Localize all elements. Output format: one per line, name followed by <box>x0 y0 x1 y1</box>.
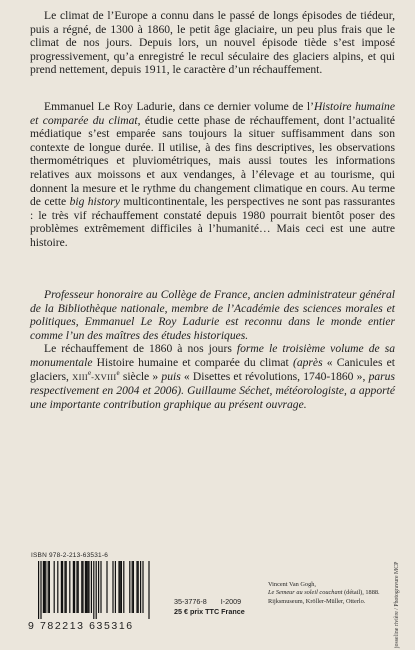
barcode-bar <box>76 561 77 613</box>
catalog-code: 35-3776-8 <box>174 597 207 606</box>
barcode-bar <box>142 561 143 613</box>
barcode-bar <box>112 561 113 613</box>
book-series-title: Histoire humaine et comparée du climat <box>30 100 395 127</box>
barcode-bar <box>73 561 74 613</box>
barcode-bar <box>54 561 55 613</box>
barcode-bar <box>140 561 141 613</box>
price: 25 € prix TTC France <box>174 607 245 616</box>
paragraph-text: Emmanuel Le Roy Ladurie, dans ce dernier volume de l’ <box>44 100 314 113</box>
cover-image-credit <box>268 581 380 606</box>
barcode-bar <box>86 561 87 613</box>
edition-code: I-2009 <box>220 597 242 606</box>
barcode-bar <box>85 561 86 613</box>
barcode-bar <box>87 561 88 613</box>
barcode-bar <box>129 561 130 613</box>
barcode-bar <box>98 561 99 613</box>
barcode-bar <box>78 561 79 613</box>
credit-detail: (détail), 1888. <box>342 589 380 597</box>
barcode-bars <box>30 561 150 619</box>
barcode-bar <box>40 561 41 619</box>
paragraph-text: Le climat de l’Europe a connu dans le passé de longs épisodes de tiédeur, puis a régné, de 1300 à 1860, le petit âge glaciaire, un peu plus frais que le climat de nos jours. Depuis lors, un nouvel épisode tiède s’est imposé progressivement, qu’a enregistré le recul séculaire des glaciers alpins, et qui prend nettement, depuis 1911, le caractère d’un réchauffement. <box>30 9 395 77</box>
barcode-bar <box>118 561 119 613</box>
barcode-bar <box>88 561 89 613</box>
photo-credit: josseline rivière / Photogravure MCP <box>394 561 400 648</box>
barcode-bar <box>136 561 137 613</box>
summary-paragraph-1 <box>30 9 395 77</box>
barcode-number: 9 782213 635316 <box>28 620 134 632</box>
barcode-bar <box>64 561 65 613</box>
barcode-bar <box>120 561 121 613</box>
barcode-bar <box>49 561 50 613</box>
barcode-bar <box>48 561 49 613</box>
barcode-bar <box>123 561 124 613</box>
barcode-bar <box>62 561 63 613</box>
credit-artist: Vincent Van Gogh, <box>268 581 316 588</box>
barcode-bar <box>100 561 101 613</box>
barcode-bar <box>38 561 39 619</box>
barcode-bar <box>91 561 92 613</box>
barcode-bar <box>96 561 97 619</box>
credit-artwork: Le Semeur au soleil couchant <box>268 589 343 597</box>
paragraph-text: multicontinentale, les perspectives ne sont pas rassurantes : le très vif réchauffement constaté depuis 1980 pourrait bientôt poser des problèmes extrêmement difficiles à l’humanité… Mais ceci est une autre histoire. <box>30 195 396 249</box>
isbn-label: ISBN 978-2-213-63531-6 <box>31 552 109 559</box>
author-bio-text: Professeur honoraire au Collège de France, ancien administrateur général de la Bibliothèque nationale, membre de l’Académie des sciences morales et politiques, Emmanuel Le Roy Ladurie est reconnu dans le monde entier comme l’un des maîtres des études historiques. <box>30 288 395 342</box>
barcode-bar <box>43 561 44 613</box>
barcode-bar <box>106 561 107 613</box>
barcode-bar <box>74 561 75 613</box>
barcode-bar <box>93 561 94 619</box>
barcode-bar <box>133 561 134 613</box>
series-note: Le réchauffement de 1860 à nos jours forme le troisième volume de sa monumentale Histoire humaine et comparée du climat (après « Canicules et glaciers, XIIIe-XVIIIe siècle » puis « Disettes et révolutions, 1740-1860 », parus respectivement en 2004 et 2006). Guillaume Séchet, météorologiste, a apporté une importante contribution graphique au présent ouvrage. <box>30 342 396 411</box>
barcode-bar <box>45 561 46 613</box>
barcode-bar <box>121 561 122 613</box>
summary-paragraph-2 <box>30 100 395 250</box>
barcode-bar <box>115 561 116 613</box>
paragraph-text: , étudie cette phase de réchauffement, dont l’actualité médiatique s’est emparée sans toujours la situer suffisamment dans son contexte de longue durée. Il utilise, à des fins descriptives, les observations thermométriques et pluviométriques, mais aussi toutes les informations relatives aux moissons et aux vendanges, à l’élevage et au tourisme, qui donnent la mesure et le rythme du changement climatique en cours. Au terme de cette <box>30 113 395 209</box>
barcode-bar <box>138 561 139 613</box>
barcode-bar <box>66 561 67 613</box>
barcode-bar <box>69 561 70 613</box>
barcode-bar <box>81 561 82 613</box>
barcode-bar <box>148 561 149 619</box>
barcode-bar <box>132 561 133 613</box>
author-bio <box>30 288 395 411</box>
barcode-bar <box>44 561 45 613</box>
publisher-info <box>174 597 245 617</box>
barcode-bar <box>57 561 58 613</box>
term-big-history: big history <box>69 195 120 209</box>
barcode-bar <box>61 561 62 613</box>
barcode-bar <box>82 561 83 613</box>
credit-museum: Rijksmuseum, Kröller-Müller, Otterlo. <box>268 597 366 605</box>
